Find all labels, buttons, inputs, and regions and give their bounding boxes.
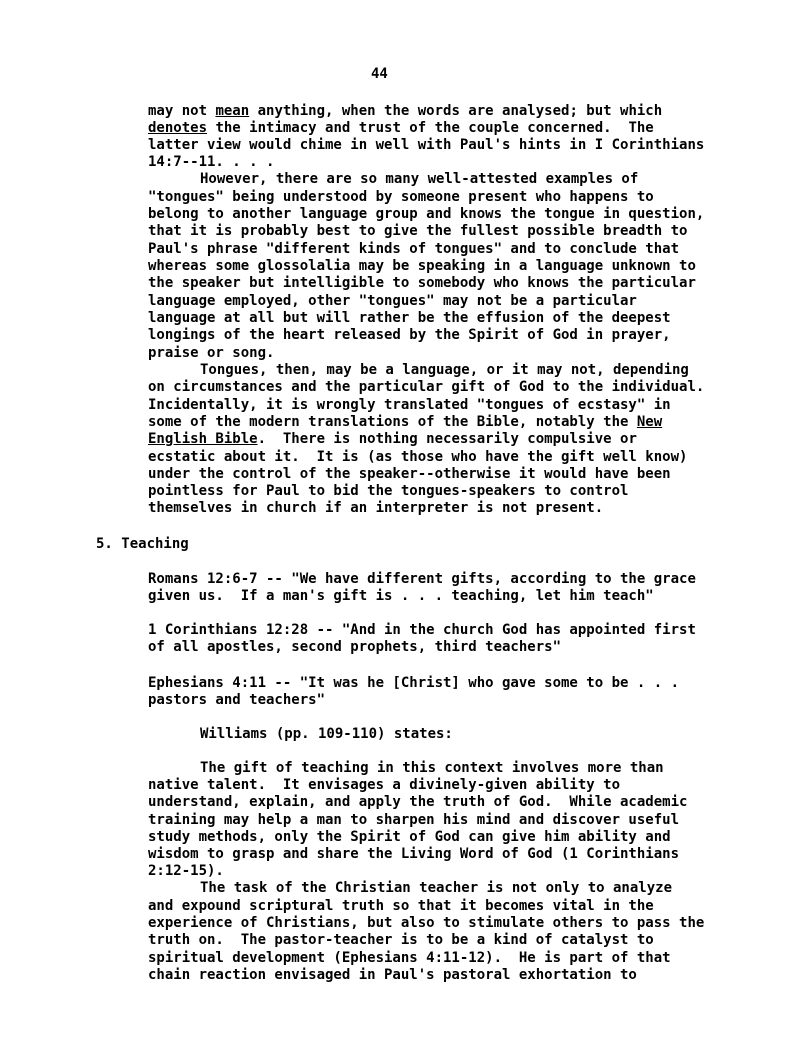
text-line: under the control of the speaker--otherwise it would have been bbox=[148, 466, 671, 482]
quote-line: understand, explain, and apply the truth of God. While academic bbox=[148, 794, 688, 810]
text-line: the speaker but intelligible to somebody who knows the particular bbox=[148, 275, 696, 291]
quote-line: The gift of teaching in this context involves more than bbox=[200, 760, 664, 776]
quote-line: The task of the Christian teacher is not only to analyze bbox=[200, 880, 673, 896]
text-line bbox=[148, 431, 637, 448]
text-line: "tongues" being understood by someone present who happens to bbox=[148, 189, 654, 205]
text-line: whereas some glossolalia may be speaking in a language unknown to bbox=[148, 258, 696, 274]
quote-line: chain reaction envisaged in Paul's pastoral exhortation to bbox=[148, 967, 637, 983]
section-heading: 5. Teaching bbox=[96, 536, 189, 552]
quote-line: truth on. The pastor-teacher is to be a kind of catalyst to bbox=[148, 932, 654, 948]
text-line: latter view would chime in well with Paul's hints in I Corinthians bbox=[148, 137, 705, 153]
text-line: praise or song. bbox=[148, 345, 275, 361]
text-line: longings of the heart released by the Spirit of God in prayer, bbox=[148, 327, 671, 343]
text-line: themselves in church if an interpreter is not present. bbox=[148, 500, 604, 516]
underlined-title: English Bible bbox=[148, 431, 258, 447]
text-line bbox=[148, 414, 662, 431]
scripture-quote: given us. If a man's gift is . . . teaching, let him teach" bbox=[148, 588, 654, 604]
quote-line: and expound scriptural truth so that it becomes vital in the bbox=[148, 898, 654, 914]
text-run: some of the modern translations of the Bible, notably the bbox=[148, 414, 637, 430]
quote-line: wisdom to grasp and share the Living Word of God (1 Corinthians bbox=[148, 846, 680, 862]
underlined-word: mean bbox=[215, 103, 250, 119]
text-line: that it is probably best to give the fullest possible breadth to bbox=[148, 223, 688, 239]
quote-line: native talent. It envisages a divinely-given ability to bbox=[148, 777, 621, 793]
scripture-quote: Ephesians 4:11 -- "It was he [Christ] who gave some to be . . . bbox=[148, 675, 680, 691]
quote-line: experience of Christians, but also to stimulate others to pass the bbox=[148, 915, 705, 931]
text-run: the intimacy and trust of the couple concerned. The bbox=[207, 120, 654, 136]
text-line: language employed, other "tongues" may not be a particular bbox=[148, 293, 637, 309]
text-line: language at all but will rather be the effusion of the deepest bbox=[148, 310, 671, 326]
underlined-word: denotes bbox=[148, 120, 208, 136]
text-line: 14:7--11. . . . bbox=[148, 154, 275, 170]
citation-intro: Williams (pp. 109-110) states: bbox=[200, 726, 453, 742]
page-number: 44 bbox=[371, 66, 388, 82]
text-line bbox=[148, 103, 662, 120]
text-line: on circumstances and the particular gift of God to the individual. bbox=[148, 379, 705, 395]
text-line: ecstatic about it. It is (as those who have the gift well know) bbox=[148, 449, 688, 465]
text-line: Tongues, then, may be a language, or it may not, depending bbox=[200, 362, 689, 378]
scripture-quote: pastors and teachers" bbox=[148, 692, 326, 708]
scripture-quote: 1 Corinthians 12:28 -- "And in the church God has appointed first bbox=[148, 622, 696, 638]
quote-line: spiritual development (Ephesians 4:11-12). He is part of that bbox=[148, 950, 671, 966]
text-line: pointless for Paul to bid the tongues-speakers to control bbox=[148, 483, 629, 499]
text-run: may not bbox=[148, 103, 216, 119]
text-line: However, there are so many well-attested examples of bbox=[200, 171, 639, 187]
scripture-quote: of all apostles, second prophets, third teachers" bbox=[148, 639, 562, 655]
text-run: . There is nothing necessarily compulsive or bbox=[257, 431, 637, 447]
text-line: Paul's phrase "different kinds of tongues" and to conclude that bbox=[148, 241, 680, 257]
text-line: Incidentally, it is wrongly translated "tongues of ecstasy" in bbox=[148, 397, 671, 413]
quote-line: study methods, only the Spirit of God can give him ability and bbox=[148, 829, 671, 845]
underlined-title: New bbox=[636, 414, 663, 430]
text-run: anything, when the words are analysed; but which bbox=[249, 103, 663, 119]
text-line: belong to another language group and knows the tongue in question, bbox=[148, 206, 705, 222]
quote-line: training may help a man to sharpen his mind and discover useful bbox=[148, 812, 680, 828]
text-line bbox=[148, 120, 654, 137]
quote-line: 2:12-15). bbox=[148, 863, 224, 879]
scripture-quote: Romans 12:6-7 -- "We have different gifts, according to the grace bbox=[148, 571, 696, 587]
